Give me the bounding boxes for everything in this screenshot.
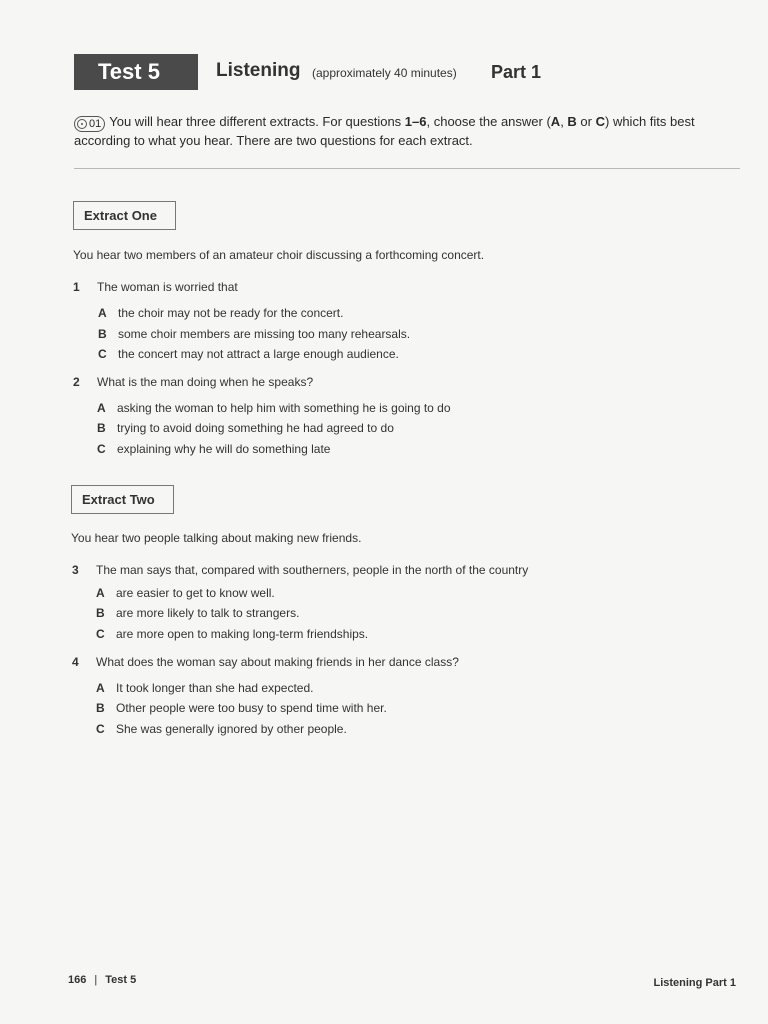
- audio-track-icon: [74, 116, 105, 132]
- extract-one-heading: Extract One: [73, 201, 176, 230]
- question-number: 2: [73, 375, 80, 389]
- footer-section: Listening Part 1: [653, 977, 736, 989]
- exam-page: Test 5 Listening (approximately 40 minutes) Part 1 01 You will hear three different extracts. For questions 1–6, choose the answer (A, B or C) which fits best according to what you hear. There are two questions for each extract. Extract One You hear two members of an amateur choir discussing a forthcoming concert. 1 The woman is worried that A the choir may not be ready for the concert. B some choir members are missing too many rehearsals. C the concert may not attract a large enough audience. 2 What is the man doing when he speaks? A asking the woman to help him with something he is going to do B trying to avoid doing something he had agreed to do C explaining why he will do something late Extract Two You hear two people talking about making new friends. 3 The man says that, compared with southerners, people in the north of the country A are easier to get to know well. B are more likely to talk to strangers. C are more open to making long-term friendships. 4 What does the woman say about making friends in her dance class? A It took longer than she had expected. B Other people were too busy to spend time with her. C She was generally ignored by other people. 166 | Test 5 Listening Part 1: [0, 0, 768, 1024]
- extract-two-heading: Extract Two: [71, 485, 174, 514]
- instructions: 01 You will hear three different extracts. For questions 1–6, choose the answer (A, B or C) which fits best according to what you hear. There are two questions for each extract.: [74, 114, 695, 148]
- section-title: Listening: [216, 60, 301, 81]
- section-duration: (approximately 40 minutes): [312, 66, 457, 80]
- footer-page-info: [68, 974, 136, 986]
- extract-two-context: You hear two people talking about making new friends.: [71, 531, 362, 545]
- part-label: Part 1: [491, 62, 542, 82]
- extract-one-context: You hear two members of an amateur choir discussing a forthcoming concert.: [73, 248, 485, 262]
- footer-divider: |: [94, 974, 98, 986]
- divider: [74, 168, 740, 169]
- page-number: 166: [68, 974, 87, 986]
- footer-test: Test 5: [105, 974, 137, 986]
- test-badge: Test 5: [74, 54, 198, 90]
- question-text: What is the man doing when he speaks?: [97, 375, 314, 389]
- question-text: The man says that, compared with southerners, people in the north of the country: [96, 563, 529, 577]
- track-number: 01: [89, 118, 102, 130]
- question-number: 4: [72, 655, 79, 669]
- question-number: 1: [73, 280, 80, 294]
- question-text: What does the woman say about making friends in her dance class?: [96, 655, 459, 669]
- question-number: 3: [72, 563, 79, 577]
- question-text: The woman is worried that: [97, 280, 238, 294]
